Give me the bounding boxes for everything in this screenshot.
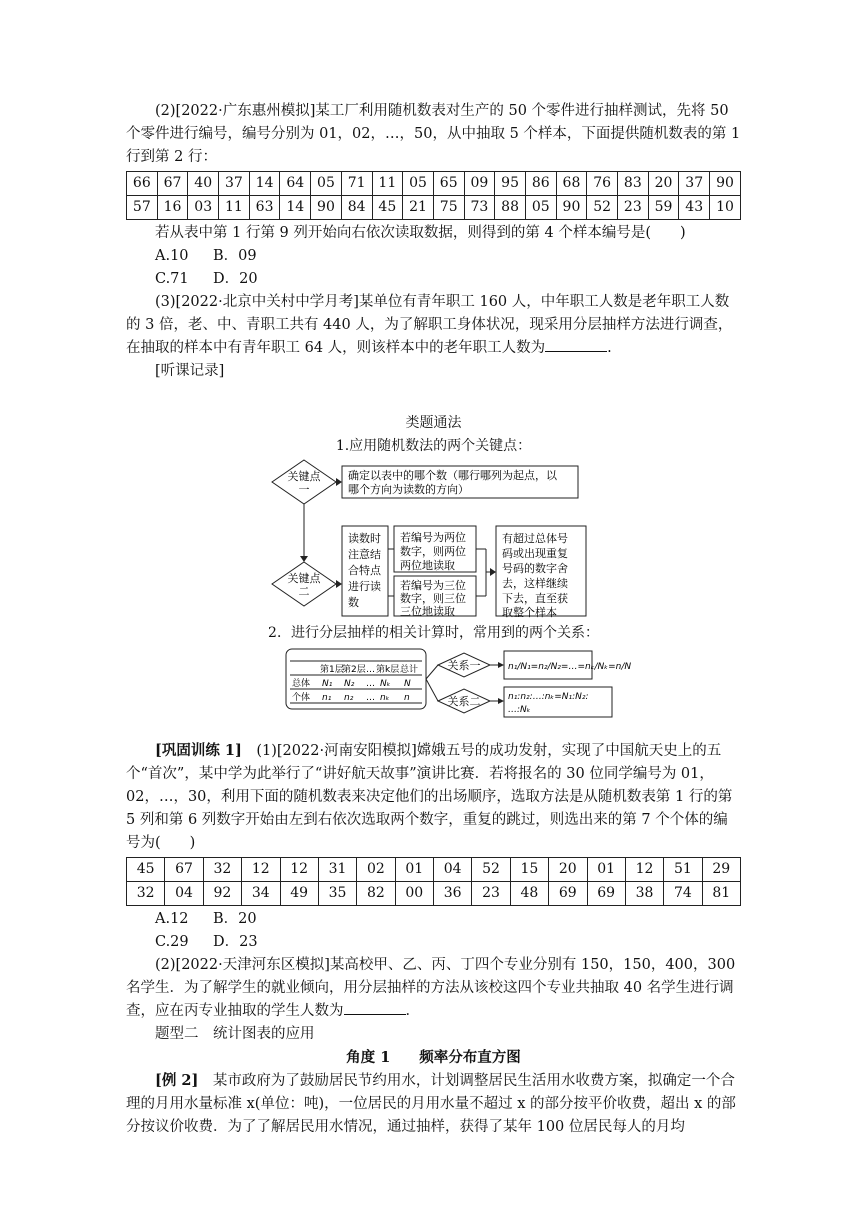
ex1-option-c: C.29 <box>155 934 189 950</box>
svg-text:号码的数字舍: 号码的数字舍 <box>502 562 568 575</box>
ex1-head: [巩固训练 1] <box>155 742 242 759</box>
q2-option-c: C.71 <box>155 271 189 287</box>
table-cell: 95 <box>495 172 526 196</box>
table-cell: 67 <box>165 858 203 882</box>
ex1-stem <box>126 739 741 855</box>
svg-text:取整个样本: 取整个样本 <box>502 606 557 618</box>
table-cell: 16 <box>157 196 188 220</box>
ex1-options-ab <box>126 908 741 931</box>
svg-text:n₂: n₂ <box>344 693 354 703</box>
table-cell: 92 <box>203 882 241 906</box>
table-cell: 12 <box>625 858 663 882</box>
lecture-notes-label: [听课记录] <box>155 363 225 379</box>
table-cell: 88 <box>495 196 526 220</box>
table-cell: 10 <box>710 196 741 220</box>
angle-heading: 角度 1 频率分布直方图 <box>346 1049 521 1066</box>
q2-option-b: B．09 <box>213 248 257 264</box>
key-point-2-text-a: 关键点 <box>287 572 321 585</box>
table-cell: 36 <box>434 882 472 906</box>
ex1-q2-end: ． <box>405 1003 420 1019</box>
table-cell: 00 <box>395 882 433 906</box>
type2-heading: 题型二 统计图表的应用 <box>155 1026 315 1042</box>
svg-text:码或出现重复: 码或出现重复 <box>502 547 568 560</box>
table-cell: 02 <box>357 858 395 882</box>
table-cell: 66 <box>127 172 158 196</box>
table-cell: 14 <box>280 196 311 220</box>
table-cell: 69 <box>587 882 625 906</box>
table-cell: 29 <box>702 858 740 882</box>
q2-options-ab <box>126 245 741 268</box>
svg-text:…: … <box>366 693 375 703</box>
table-cell: 11 <box>372 172 403 196</box>
table-cell: 32 <box>203 858 241 882</box>
q2-option-d: D．20 <box>213 271 258 287</box>
svg-text:两位地读取: 两位地读取 <box>400 559 455 572</box>
svg-text:下去，直至获: 下去，直至获 <box>502 592 568 605</box>
svg-text:N₁: N₁ <box>322 679 333 689</box>
svg-text:总体: 总体 <box>292 679 311 689</box>
q2-option-a: A.10 <box>155 248 189 264</box>
ex1-option-d: D．23 <box>213 934 258 950</box>
table-cell: 64 <box>280 172 311 196</box>
svg-text:N₂: N₂ <box>344 679 355 689</box>
relation-2-formula-b: …:Nₖ <box>508 705 531 715</box>
table-cell: 12 <box>242 858 280 882</box>
table-cell: 37 <box>679 172 710 196</box>
ex1-q2 <box>126 954 741 1023</box>
method-title: 类题通法 <box>405 415 462 431</box>
ex1-text: (1)[2022·河南安阳模拟]嫦娥五号的成功发射，实现了中国航天史上的五个“首次”，某中学为此举行了“讲好航天故事”演讲比赛．若将报名的 30 位同学编号为 01，02，…，30，利用下面的随机数表来决定他们的出场顺序，选取方法是从随机数表第 1 行的第 5 列和第 6 列数字开始由左到右依次选取两个数字，重复的跳过，则选出来的第 7 个个体的编号为( ) <box>126 743 733 851</box>
table-cell: 65 <box>433 172 464 196</box>
svg-text:进行读: 进行读 <box>348 580 381 593</box>
q2-stem: (2)[2022·广东惠州模拟]某工厂利用随机数表对生产的 50 个零件进行抽样测试，先将 50 个零件进行编号，编号分别为 01，02，…，50，从中抽取 5 个样本，下面提供随机数表的第 1 行到第 2 行： <box>126 103 741 165</box>
svg-text:若编号为两位: 若编号为两位 <box>400 531 466 544</box>
table-cell: 81 <box>702 882 740 906</box>
svg-text:读数时: 读数时 <box>348 532 381 545</box>
table-cell: 31 <box>318 858 356 882</box>
table-cell: 20 <box>648 172 679 196</box>
table-cell: 68 <box>556 172 587 196</box>
table-cell: 23 <box>618 196 649 220</box>
q3-end: . <box>607 340 612 356</box>
svg-text:第k层: 第k层 <box>376 665 400 675</box>
relation-1-formula: n₁/N₁=n₂/N₂=…=nₖ/Nₖ=n/N <box>508 662 632 672</box>
svg-text:N: N <box>404 679 411 689</box>
q3-stem <box>126 291 741 360</box>
relation-2-label: 关系二 <box>447 695 481 708</box>
method-subtitle-1: 1.应用随机数法的两个关键点： <box>335 438 532 454</box>
svg-text:n: n <box>404 693 410 703</box>
svg-text:…: … <box>366 665 375 675</box>
random-number-table-2 <box>126 857 741 906</box>
ex2-stem <box>126 1069 741 1139</box>
table-cell: 05 <box>525 196 556 220</box>
table-cell: 82 <box>357 882 395 906</box>
table-cell: 90 <box>710 172 741 196</box>
table-cell: 73 <box>464 196 495 220</box>
table-row <box>127 196 741 220</box>
table-cell: 03 <box>188 196 219 220</box>
random-number-table-1 <box>126 171 741 220</box>
table-cell: 52 <box>587 196 618 220</box>
svg-text:n₁: n₁ <box>322 693 332 703</box>
ex2-text: 某市政府为了鼓励居民节约用水，计划调整居民生活用水收费方案，拟确定一个合理的月用水量标准 x(单位：吨)，一位居民的月用水量不超过 x 的部分按平价收费，超出 x 的部分按议价收费．为了了解居民用水情况，通过抽样，获得了某年 100 位居民每人的月均 <box>126 1073 736 1135</box>
svg-text:有超过总体号: 有超过总体号 <box>502 532 568 545</box>
table-cell: 12 <box>280 858 318 882</box>
key-point-2-text-b: 二 <box>298 585 310 598</box>
table-cell: 75 <box>433 196 464 220</box>
table-cell: 63 <box>249 196 280 220</box>
table-cell: 21 <box>403 196 434 220</box>
table-cell: 11 <box>219 196 250 220</box>
svg-text:总计: 总计 <box>400 665 419 675</box>
table-cell: 05 <box>311 172 342 196</box>
svg-text:个体: 个体 <box>292 693 311 703</box>
svg-text:数字，则两位: 数字，则两位 <box>400 545 466 558</box>
box1-line-2: 哪个方向为读数的方向） <box>348 483 469 496</box>
table-cell: 38 <box>625 882 663 906</box>
svg-text:注意结: 注意结 <box>348 548 381 561</box>
ex1-option-b: B．20 <box>213 911 257 927</box>
table-cell: 45 <box>372 196 403 220</box>
table-cell: 86 <box>525 172 556 196</box>
svg-text:第1层: 第1层 <box>320 665 344 675</box>
svg-text:nₖ: nₖ <box>380 693 390 703</box>
ex2-head: [例 2] <box>155 1072 199 1089</box>
table-cell: 04 <box>434 858 472 882</box>
random-number-method-diagram <box>126 458 741 618</box>
table-row <box>127 858 741 882</box>
table-cell: 37 <box>219 172 250 196</box>
key-point-1-text-b: 一 <box>298 483 310 496</box>
table-cell: 32 <box>127 882 165 906</box>
box1-line-1: 确定以表中的哪个数（哪行哪列为起点，以 <box>348 469 557 482</box>
table-cell: 74 <box>664 882 702 906</box>
table-cell: 43 <box>679 196 710 220</box>
table-cell: 49 <box>280 882 318 906</box>
ex1-q2-text: (2)[2022·天津河东区模拟]某高校甲、乙、丙、丁四个专业分别有 150，150，400，300 名学生．为了解学生的就业倾向，用分层抽样的方法从该校这四个专业共抽取 40 名学生进行调查，应在丙专业抽取的学生人数为 <box>126 957 736 1019</box>
table-cell: 23 <box>472 882 510 906</box>
table-cell: 09 <box>464 172 495 196</box>
svg-text:…: … <box>366 679 375 689</box>
table-cell: 90 <box>311 196 342 220</box>
table-cell: 05 <box>403 172 434 196</box>
stratified-sampling-diagram <box>126 645 741 727</box>
table-cell: 35 <box>318 882 356 906</box>
table-cell: 48 <box>510 882 548 906</box>
table-cell: 45 <box>127 858 165 882</box>
svg-text:数: 数 <box>348 596 359 609</box>
q3-answer-blank <box>545 337 607 352</box>
svg-text:去，这样继续: 去，这样继续 <box>502 577 568 590</box>
table-cell: 71 <box>341 172 372 196</box>
table-row <box>127 882 741 906</box>
svg-text:数字，则三位: 数字，则三位 <box>400 592 466 605</box>
table-cell: 20 <box>549 858 587 882</box>
table-cell: 76 <box>587 172 618 196</box>
table-cell: 14 <box>249 172 280 196</box>
table-cell: 01 <box>395 858 433 882</box>
q2-question: 若从表中第 1 行第 9 列开始向右依次读取数据，则得到的第 4 个样本编号是( ) <box>155 225 686 241</box>
method-subtitle-2: 2．进行分层抽样的相关计算时，常用到的两个关系： <box>268 625 599 641</box>
table-cell: 57 <box>127 196 158 220</box>
svg-text:若编号为三位: 若编号为三位 <box>400 579 466 592</box>
svg-text:三位地读取: 三位地读取 <box>400 605 455 618</box>
ex1-q2-answer-blank <box>344 1000 406 1015</box>
q3-text: (3)[2022·北京中关村中学月考]某单位有青年职工 160 人，中年职工人数是老年职工人数的 3 倍，老、中、青职工共有 440 人，为了解职工身体状况，现采用分层抽样方法进行调查，在抽取的样本中有青年职工 64 人，则该样本中的老年职工人数为 <box>126 294 733 356</box>
table-cell: 67 <box>157 172 188 196</box>
table-cell: 52 <box>472 858 510 882</box>
table-cell: 01 <box>587 858 625 882</box>
table-cell: 51 <box>664 858 702 882</box>
table-cell: 15 <box>510 858 548 882</box>
document-page <box>126 100 741 1139</box>
q2-options-cd <box>126 268 741 291</box>
relation-2-formula-a: n₁:n₂:…:nₖ=N₁:N₂: <box>508 692 589 702</box>
table-cell: 84 <box>341 196 372 220</box>
relation-1-label: 关系一 <box>447 659 481 672</box>
svg-text:合特点: 合特点 <box>348 564 381 577</box>
table-cell: 04 <box>165 882 203 906</box>
key-point-1-text-a: 关键点 <box>287 470 321 483</box>
svg-text:Nₖ: Nₖ <box>380 679 391 689</box>
table-cell: 59 <box>648 196 679 220</box>
ex1-option-a: A.12 <box>155 911 189 927</box>
table-cell: 83 <box>618 172 649 196</box>
table-cell: 90 <box>556 196 587 220</box>
svg-text:第2层: 第2层 <box>342 665 366 675</box>
table-cell: 40 <box>188 172 219 196</box>
table-row <box>127 172 741 196</box>
ex1-options-cd <box>126 931 741 954</box>
table-cell: 69 <box>549 882 587 906</box>
table-cell: 34 <box>242 882 280 906</box>
